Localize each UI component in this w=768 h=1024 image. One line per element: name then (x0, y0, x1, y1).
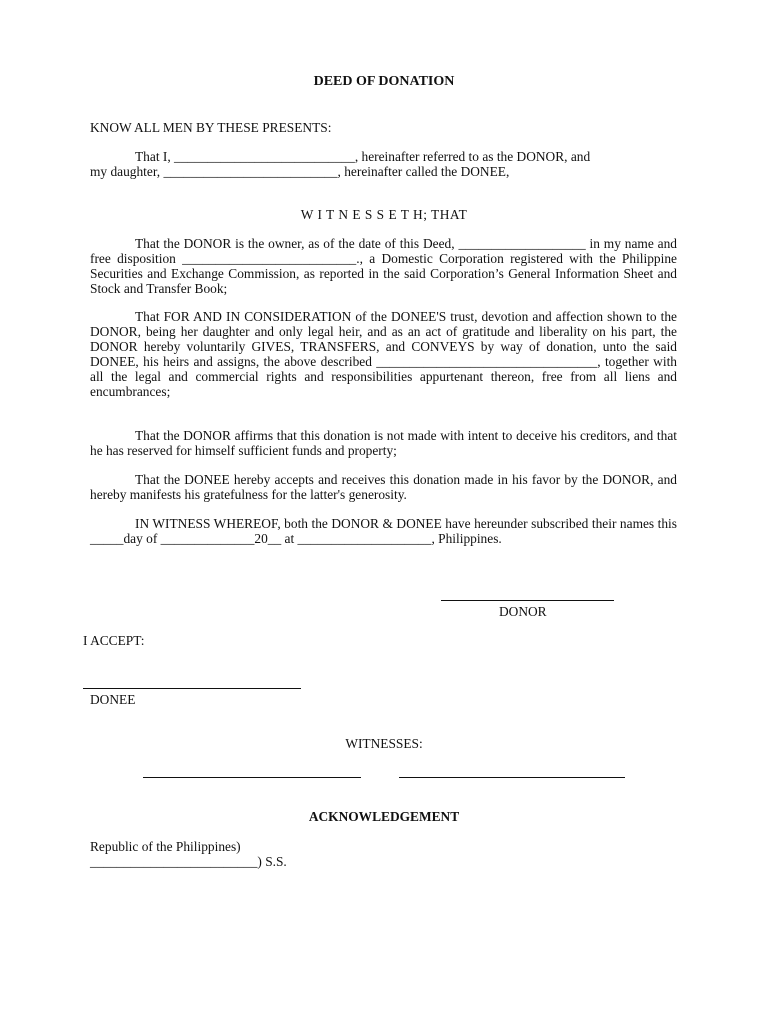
intro-line: KNOW ALL MEN BY THESE PRESENTS: (90, 120, 332, 135)
donee-signature-line (83, 688, 301, 689)
witnesseth-heading: W I T N E S S E T H; THAT (300, 207, 468, 222)
paragraph-affirmation-text: That the DONOR affirms that this donation is not made with intent to deceive his creditors, and that he has reserved for himself sufficient funds and property; (90, 428, 677, 458)
venue-line-2: _________________________) S.S. (90, 854, 287, 869)
donee-label: DONEE (90, 692, 136, 707)
paragraph-consideration-text: That FOR AND IN CONSIDERATION of the DONEE'S trust, devotion and affection shown to the DONOR, being her daughter and only legal heir, and as an act of gratitude and liberality on his part, the DONOR hereby voluntarily GIVES, TRANSFERS, and CONVEYS by way of donation, unto the said DONEE, his heirs and assigns, the above described _________________________________, together with all the legal and commercial rights and responsibilities appurtenant thereon, free from all liens and encumbrances; (90, 309, 677, 399)
acknowledgement-title: ACKNOWLEDGEMENT (308, 809, 460, 824)
donor-label: DONOR (499, 604, 547, 619)
paragraph-ownership (90, 236, 677, 296)
paragraph-acceptance-text: That the DONEE hereby accepts and receives this donation made in his favor by the DONOR, and hereby manifests his gratefulness for the latter's generosity. (90, 472, 677, 502)
paragraph-witness-whereof (90, 516, 677, 546)
accept-label: I ACCEPT: (83, 633, 145, 648)
party-line-1: That I, ___________________________, hereinafter referred to as the DONOR, and (135, 149, 591, 164)
paragraph-witness-whereof-text: IN WITNESS WHEREOF, both the DONOR & DONEE have hereunder subscribed their names this _____day of ______________20__ at ____________________, Philippines. (90, 516, 677, 546)
witness-2-signature-line (399, 777, 625, 778)
document-title: DEED OF DONATION (313, 74, 455, 89)
paragraph-consideration (90, 309, 677, 399)
party-line-2: my daughter, __________________________, hereinafter called the DONEE, (90, 164, 510, 179)
witness-1-signature-line (143, 777, 361, 778)
venue-line-1: Republic of the Philippines) (90, 839, 241, 854)
paragraph-acceptance (90, 472, 677, 502)
paragraph-affirmation (90, 428, 677, 458)
paragraph-ownership-text: That the DONOR is the owner, as of the date of this Deed, ___________________ in my name and free disposition __________________________., a Domestic Corporation registered with the Philippine Securities and Exchange Commission, as reported in the said Corporation’s General Information Sheet and Stock and Transfer Book; (90, 236, 677, 296)
witnesses-heading: WITNESSES: (345, 736, 423, 751)
donor-signature-line (441, 600, 614, 601)
